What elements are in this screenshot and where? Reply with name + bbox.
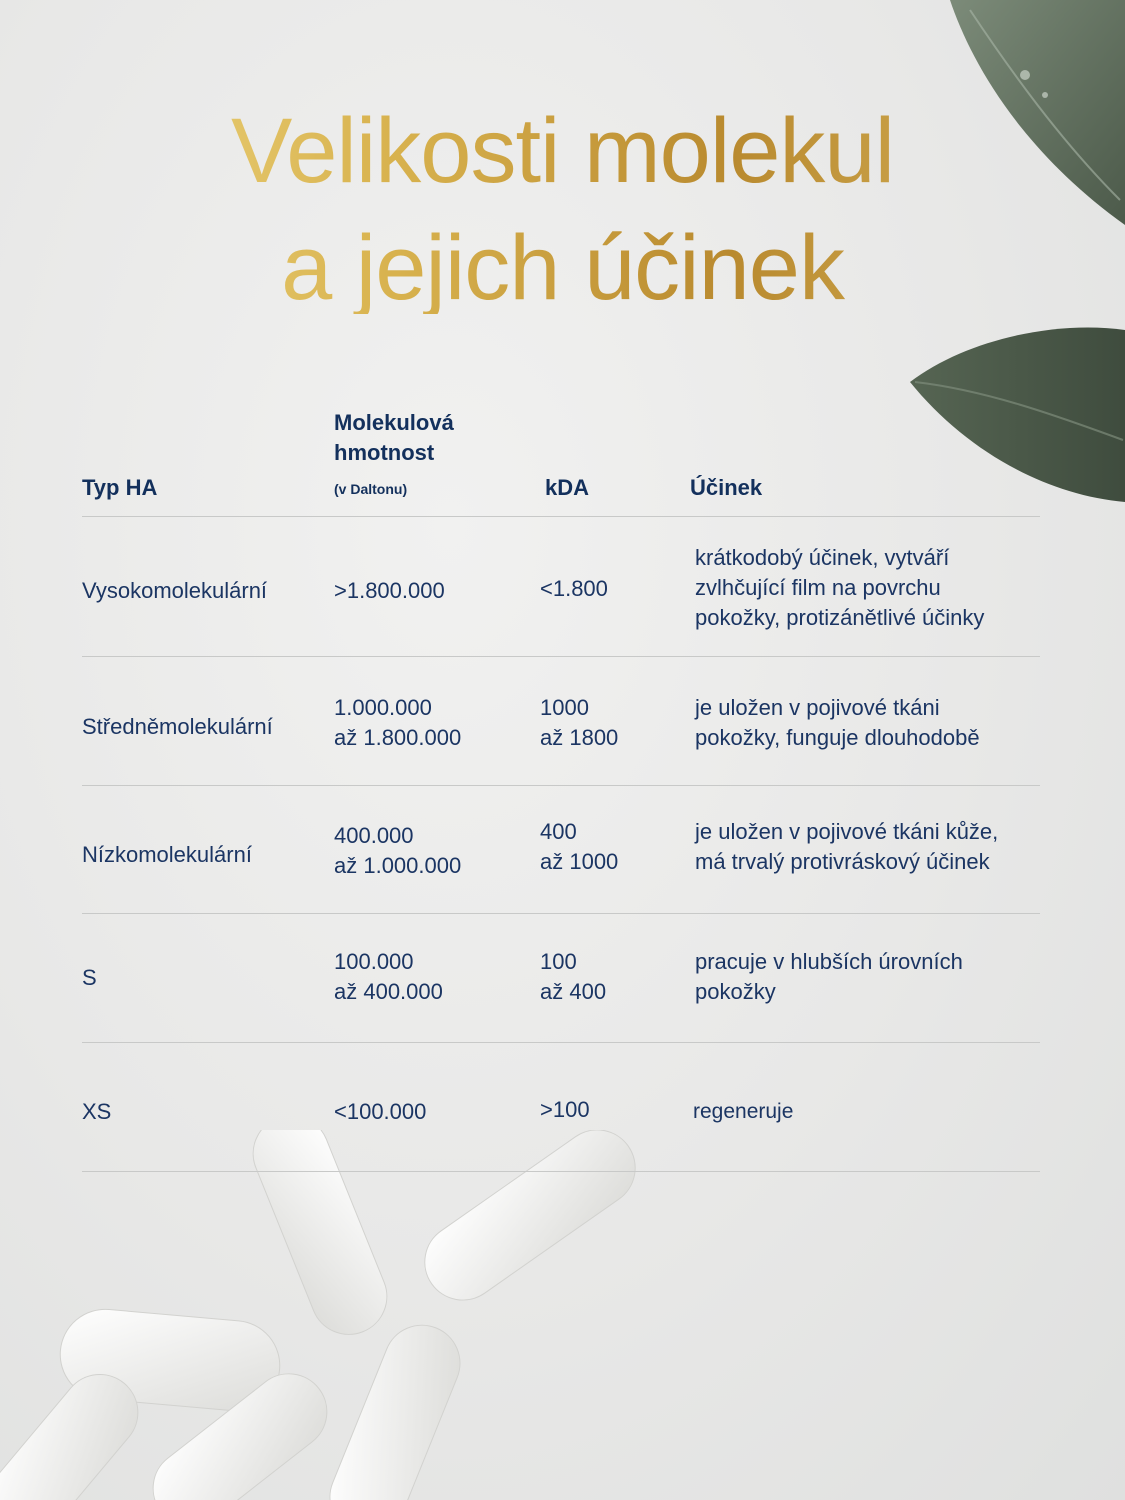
header-kda: kDA	[545, 475, 590, 500]
row-1-effect-line3: pokožky, protizánětlivé účinky	[695, 605, 985, 630]
row-4-effect-line2: pokožky	[695, 979, 776, 1004]
row-5-mass: <100.000	[334, 1099, 427, 1124]
row-3-effect-line1: je uložen v pojivové tkáni kůže,	[695, 819, 999, 844]
row-divider	[82, 1042, 1040, 1043]
row-4-kda-line2: až 400	[540, 979, 607, 1004]
capsules-image	[0, 1130, 700, 1500]
row-3-effect-line2: má trvalý protivráskový účinek	[695, 849, 990, 874]
row-1-effect-line2: zvlhčující film na povrchu	[695, 575, 941, 600]
header-effect: Účinek	[690, 475, 763, 500]
row-2-effect-line1: je uložen v pojivové tkáni	[695, 695, 940, 720]
row-1-type: Vysokomolekulární	[82, 578, 268, 603]
row-4-effect-line1: pracuje v hlubších úrovních	[695, 949, 963, 974]
header-mass-unit: (v Daltonu)	[334, 481, 408, 497]
row-1-mass: >1.800.000	[334, 578, 445, 603]
leaf-right-image	[905, 320, 1125, 505]
row-3-kda-line2: až 1000	[540, 849, 619, 874]
row-divider	[82, 656, 1040, 657]
row-3-mass-line1: 400.000	[334, 823, 414, 848]
row-3-mass-line2: až 1.000.000	[334, 853, 462, 878]
row-4-mass-line1: 100.000	[334, 949, 414, 974]
row-4-mass-line2: až 400.000	[334, 979, 443, 1004]
row-3-kda-line1: 400	[540, 819, 577, 844]
row-2-effect-line2: pokožky, funguje dlouhodobě	[695, 725, 980, 750]
row-1-effect-line1: krátkodobý účinek, vytváří	[695, 545, 950, 570]
table-bottom-divider	[82, 1171, 1040, 1172]
row-2-kda-line2: až 1800	[540, 725, 619, 750]
header-type: Typ HA	[82, 475, 158, 500]
row-2-kda-line1: 1000	[540, 695, 589, 720]
row-3-type: Nízkomolekulární	[82, 842, 252, 867]
row-2-type: Středněmolekulární	[82, 714, 273, 739]
row-5-kda: >100	[540, 1097, 590, 1122]
header-mass-line1: Molekulová	[334, 410, 454, 435]
row-5-type: XS	[82, 1099, 112, 1124]
row-4-kda-line1: 100	[540, 949, 577, 974]
row-2-mass-line2: až 1.800.000	[334, 725, 462, 750]
row-1-kda: <1.800	[540, 576, 608, 601]
row-4-type: S	[82, 965, 97, 990]
title-line-1: Velikosti molekul	[0, 105, 1125, 197]
header-divider	[82, 516, 1040, 517]
row-divider	[82, 785, 1040, 786]
title-line-2: a jejich účinek	[0, 222, 1125, 314]
header-mass-line2: hmotnost	[334, 440, 435, 465]
row-divider	[82, 913, 1040, 914]
row-5-effect: regeneruje	[693, 1100, 794, 1123]
row-2-mass-line1: 1.000.000	[334, 695, 432, 720]
